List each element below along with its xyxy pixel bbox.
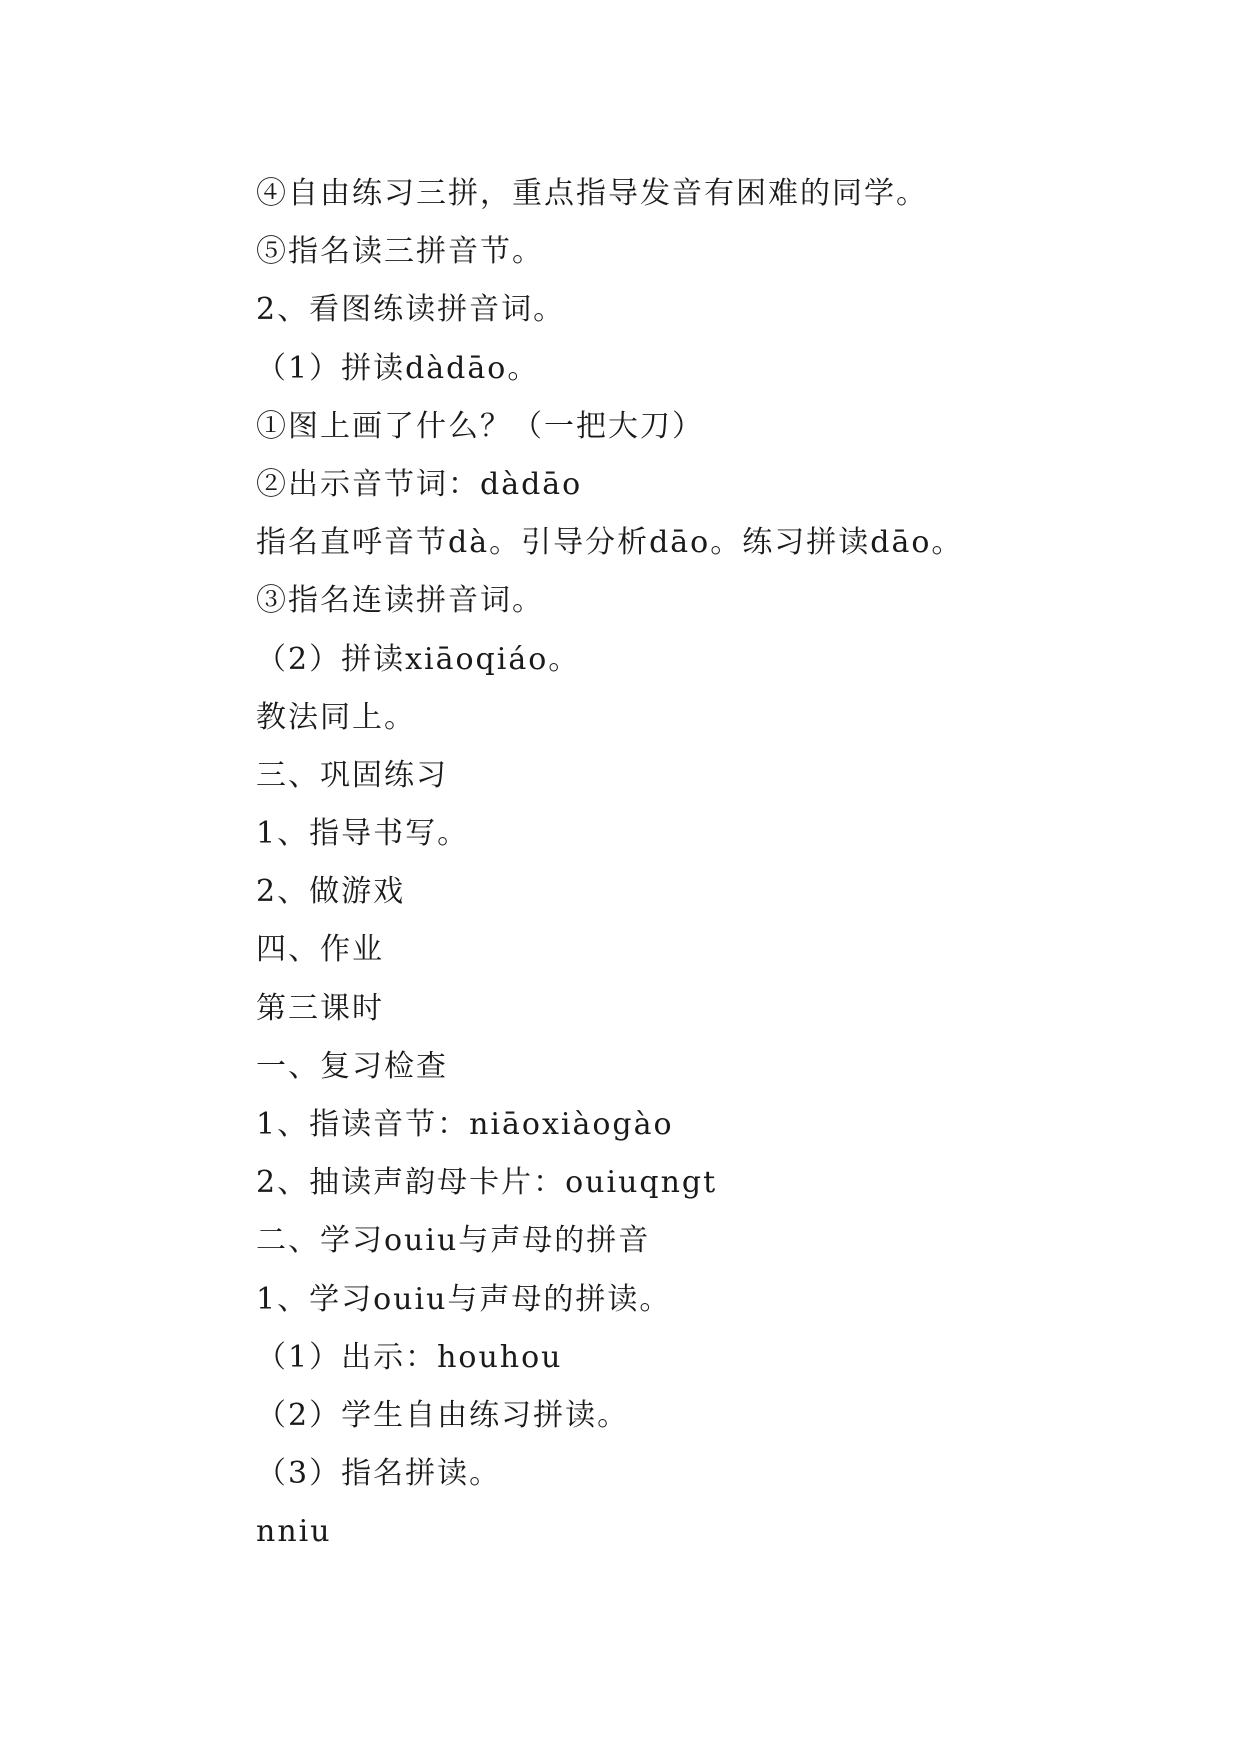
text-line: ②出示音节词：dàdāo [256, 466, 583, 502]
text-line: 1、指导书写。 [256, 816, 470, 852]
section-heading: 一、复习检查 [256, 1048, 448, 1084]
text-line: ①图上画了什么？（一把大刀） [256, 408, 704, 444]
text-line: ④自由练习三拼，重点指导发音有困难的同学。 [256, 176, 928, 211]
text-line: （3）指名拼读。 [256, 1456, 502, 1492]
text-line: 教法同上。 [256, 699, 416, 735]
text-line: （1）拼读dàdāo。 [256, 350, 540, 386]
text-line: nniu [256, 1514, 332, 1550]
text-line: 2、看图练读拼音词。 [256, 292, 566, 328]
text-line: （2）拼读xiāoqiáo。 [256, 641, 581, 677]
text-line: （1）出示：houhou [256, 1339, 563, 1375]
text-line: 2、抽读声韵母卡片：ouiuqngt [256, 1165, 718, 1201]
section-heading: 四、作业 [256, 932, 384, 968]
text-line: （2）学生自由练习拼读。 [256, 1397, 630, 1433]
section-heading: 三、巩固练习 [256, 757, 448, 793]
section-heading: 二、学习ouiu与声母的拼音 [256, 1223, 651, 1259]
text-line: ⑤指名读三拼音节。 [256, 234, 544, 270]
lesson-heading: 第三课时 [256, 990, 384, 1026]
document-body [256, 165, 1096, 1562]
text-line: 1、学习ouiu与声母的拼读。 [256, 1281, 672, 1317]
text-line: 2、做游戏 [256, 874, 406, 910]
text-line: 1、指读音节：niāoxiàogào [256, 1107, 674, 1142]
text-line: ③指名连读拼音词。 [256, 583, 544, 619]
text-line: 指名直呼音节dà。引导分析dāo。练习拼读dāo。 [256, 525, 964, 561]
